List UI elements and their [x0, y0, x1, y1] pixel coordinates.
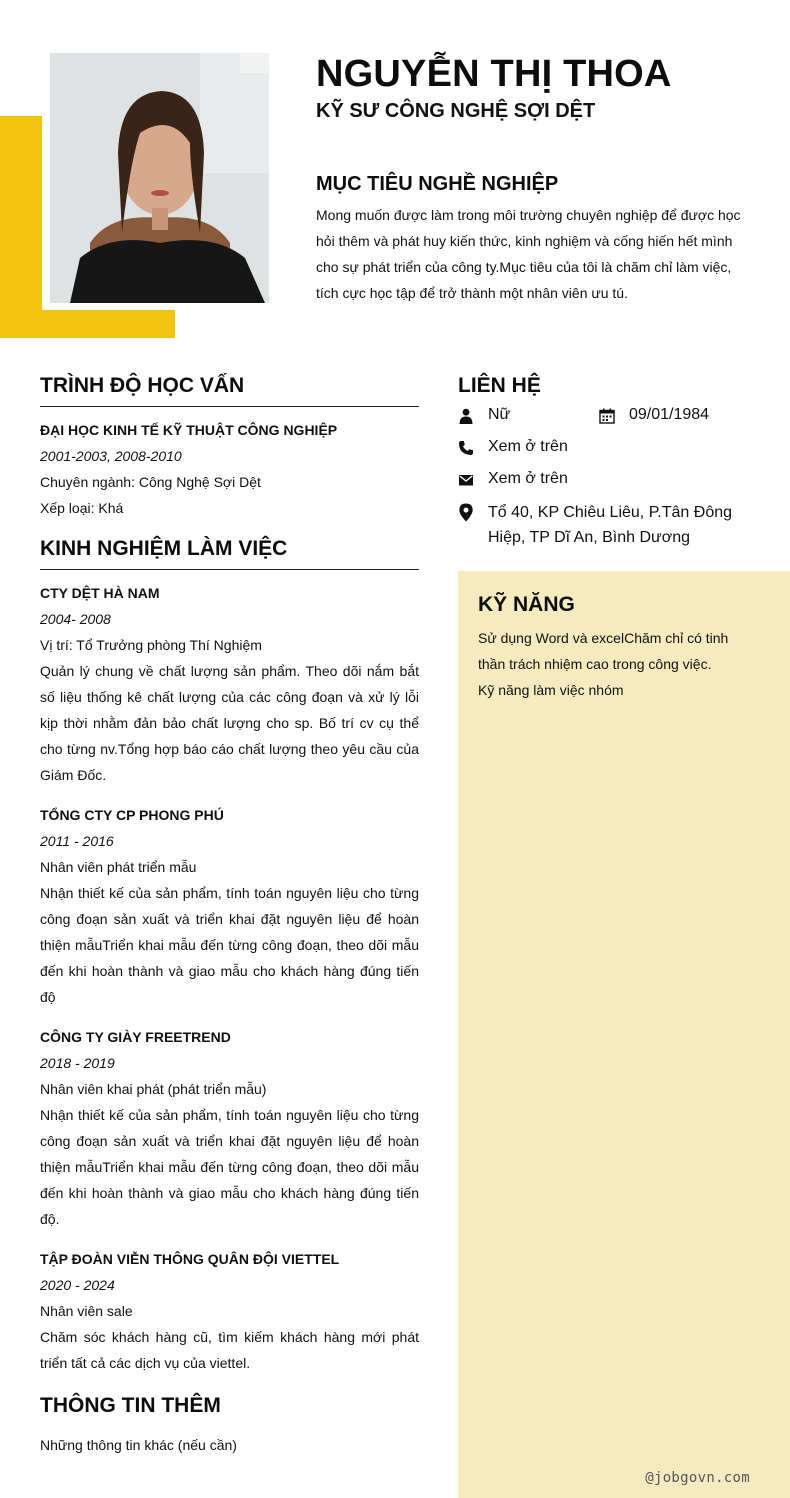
job-description: Chăm sóc khách hàng cũ, tìm kiếm khách hàng mới phát triển tất cả các dịch vụ của viettel. — [40, 1329, 419, 1371]
skills-text-line-2: Kỹ năng làm việc nhóm — [478, 682, 624, 698]
job-position: Nhân viên phát triển mẫu — [40, 859, 197, 875]
job-company: TẬP ĐOÀN VIỄN THÔNG QUÂN ĐỘI VIETTEL — [40, 1251, 340, 1267]
career-objective-section — [316, 170, 746, 306]
experience-title: KINH NGHIỆM LÀM VIỆC — [40, 535, 419, 570]
contact-email: Xem ở trên — [488, 470, 568, 487]
education-title: TRÌNH ĐỘ HỌC VẤN — [40, 372, 419, 407]
job-entry — [40, 580, 419, 788]
location-icon — [458, 503, 474, 522]
education-entry — [40, 417, 419, 521]
contact-row-email — [458, 468, 758, 500]
education-rank: Xếp loại: Khá — [40, 500, 124, 516]
job-period: 2004- 2008 — [40, 611, 111, 627]
accent-block-vertical — [0, 116, 42, 338]
job-description: Nhận thiết kế của sản phẩm, tính toán nguyên liệu cho từng công đoạn sản xuất và triển khai đặt nguyên liệu để hoàn thiện mẫuTriển khai mẫu đến từng công đoạn, theo dõi mẫu đến khi hoàn thành và giao mẫu cho khách hàng đúng tiến độ. — [40, 1107, 419, 1227]
job-description: Nhận thiết kế của sản phẩm, tính toán nguyên liệu cho từng công đoạn sản xuất và triển khai đặt nguyên liệu để hoàn thiện mẫuTriển khai mẫu đến từng công đoạn, theo dõi mẫu đến khi hoàn thành và giao mẫu cho khách hàng đúng tiến độ — [40, 885, 419, 1005]
profile-photo — [50, 53, 269, 303]
job-company: CTY DỆT HÀ NAM — [40, 585, 160, 601]
job-entry — [40, 802, 419, 1010]
contact-phone: Xem ở trên — [488, 438, 568, 455]
skills-panel — [458, 571, 790, 1498]
job-period: 2020 - 2024 — [40, 1277, 115, 1293]
calendar-icon — [599, 408, 615, 424]
email-icon — [458, 472, 474, 488]
extra-info-text: Những thông tin khác (nếu cần) — [40, 1437, 237, 1453]
education-years: 2001-2003, 2008-2010 — [40, 448, 182, 464]
school-name: ĐẠI HỌC KINH TẾ KỸ THUẬT CÔNG NGHIỆP — [40, 422, 338, 438]
skills-title: KỸ NĂNG — [478, 593, 575, 616]
watermark: @jobgovn.com — [645, 1470, 750, 1486]
person-icon — [458, 408, 474, 424]
job-entry — [40, 1024, 419, 1232]
objective-text: Mong muốn được làm trong môi trường chuyên nghiệp để được học hỏi thêm và phát huy kiến thức, kinh nghiệm và cống hiến hết mình cho sự phát triển của công ty.Mục tiêu của tôi là chăm chỉ làm việc, tích cực học tập để trở thành một nhân viên ưu tú. — [316, 207, 741, 301]
phone-icon — [458, 440, 474, 456]
job-company: CÔNG TY GIÀY FREETREND — [40, 1029, 231, 1045]
job-entry — [40, 1246, 419, 1376]
contact-birthdate: 09/01/1984 — [629, 406, 710, 423]
accent-block-horizontal — [0, 310, 175, 338]
skills-text-line-1: Sử dụng Word và excelChăm chỉ có tinh thần trách nhiệm cao trong công việc. — [478, 630, 729, 672]
contact-section — [458, 372, 758, 556]
objective-title: MỤC TIÊU NGHỀ NGHIỆP — [316, 173, 559, 195]
candidate-job-title: KỸ SƯ CÔNG NGHỆ SỢI DỆT — [316, 100, 596, 122]
job-position: Vị trí: Tổ Trưởng phòng Thí Nghiệm — [40, 637, 262, 653]
extra-info-title: THÔNG TIN THÊM — [40, 1394, 221, 1417]
contact-row-address — [458, 500, 758, 556]
job-company: TỔNG CTY CP PHONG PHÚ — [40, 807, 224, 823]
contact-address: Tổ 40, KP Chiêu Liêu, P.Tân Đông Hiệp, TP Dĩ An, Bình Dương — [488, 504, 733, 546]
contact-gender: Nữ — [488, 406, 511, 423]
left-column — [40, 372, 419, 1458]
job-period: 2011 - 2016 — [40, 833, 114, 849]
skills-text — [478, 625, 738, 703]
job-period: 2018 - 2019 — [40, 1055, 115, 1071]
candidate-name: NGUYỄN THỊ THOA — [316, 53, 672, 95]
education-major: Chuyên ngành: Công Nghệ Sợi Dệt — [40, 474, 261, 490]
contact-row-gender — [458, 404, 758, 436]
job-description: Quản lý chung về chất lượng sản phẩm. Theo dõi nắm bắt số liệu thống kê chất lượng của các công đoạn và xử lý lỗi kịp thời nhằm đản bảo chất lượng cho sp. Bố trí cv cụ thể cho từng nv.Tổng hợp báo cáo chất lượng theo yêu cầu của Giám Đốc. — [40, 663, 419, 783]
contact-row-phone — [458, 436, 758, 468]
contact-title: LIÊN HỆ — [458, 374, 541, 397]
job-position: Nhân viên khai phát (phát triển mẫu) — [40, 1081, 267, 1097]
job-position: Nhân viên sale — [40, 1303, 133, 1319]
resume-header — [316, 52, 756, 124]
